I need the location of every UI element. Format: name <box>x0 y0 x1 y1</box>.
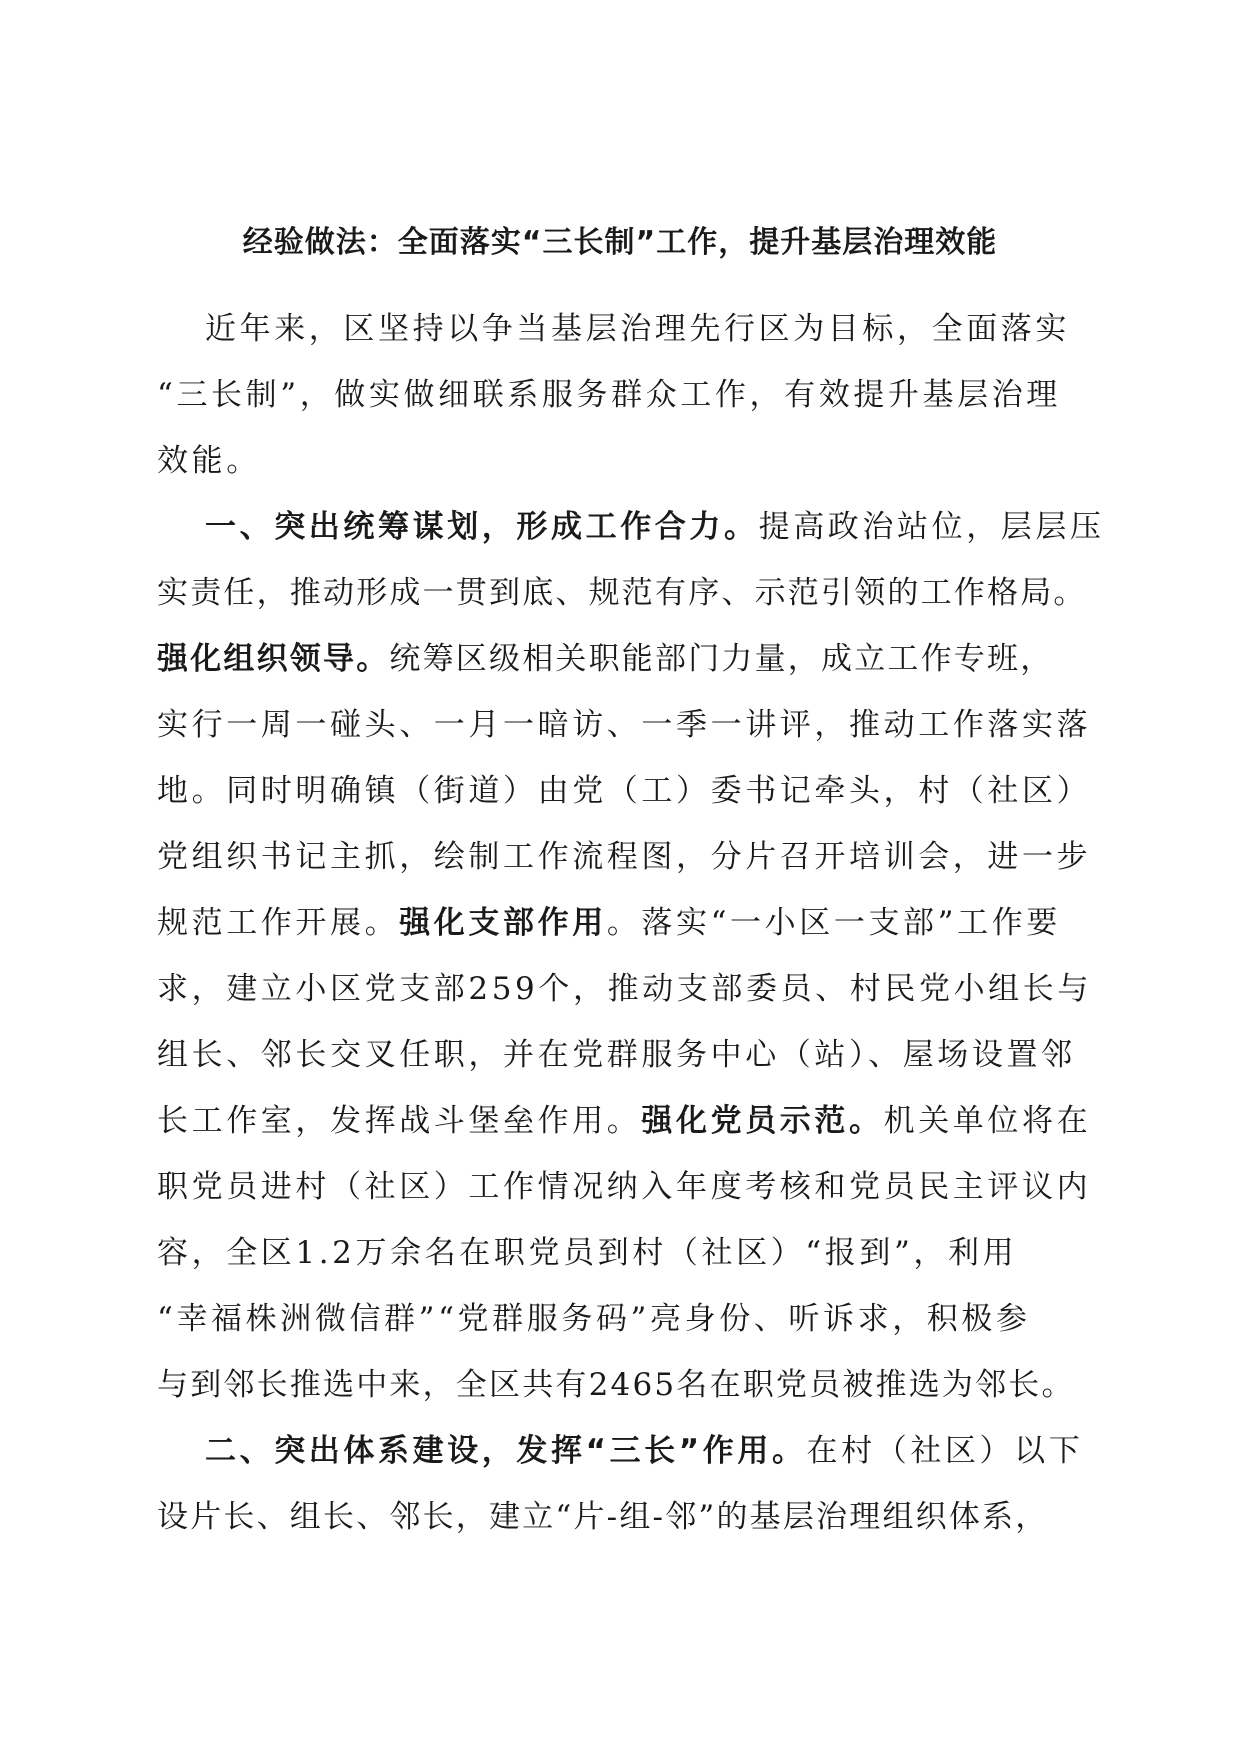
paragraph-line <box>157 956 1097 1022</box>
paragraph-line <box>157 362 1097 428</box>
paragraph-line <box>157 1352 1097 1418</box>
text-run: 长工作室，发挥战斗堡垒作用。 <box>157 1103 642 1139</box>
paragraph-line <box>157 890 1097 956</box>
subheading-branch: 强化支部作用 <box>399 905 607 941</box>
text-run: 提高政治站位，层层压 <box>758 509 1105 545</box>
paragraph-line <box>157 1418 1097 1484</box>
text-run: “幸福株洲微信群”“党群服务码”亮身份、听诉求，积极参 <box>157 1301 1031 1337</box>
paragraph-line <box>157 428 1097 494</box>
text-run: 组长、邻长交叉任职，并在党群服务中心（站）、屋场设置邻 <box>157 1037 1076 1073</box>
section-heading-two: 二、突出体系建设，发挥“三长”作用。 <box>205 1433 807 1469</box>
section-heading-one: 一、突出统筹谋划，形成工作合力。 <box>205 509 759 545</box>
text-run: 实行一周一碰头、一月一暗访、一季一讲评，推动工作落实落 <box>157 707 1092 743</box>
text-run: 容，全区1.2万余名在职党员到村（社区）“报到”，利用 <box>157 1235 1018 1271</box>
text-run: 党组织书记主抓，绘制工作流程图，分片召开培训会，进一步 <box>157 839 1092 875</box>
text-run: 规范工作开展。 <box>157 905 400 941</box>
paragraph-line <box>157 560 1097 626</box>
text-run: 与到邻长推选中来，全区共有2465名在职党员被推选为邻长。 <box>157 1367 1075 1403</box>
text-run: 在村（社区）以下 <box>806 1433 1084 1469</box>
paragraph-line <box>157 1220 1097 1286</box>
paragraph-line <box>157 626 1097 692</box>
paragraph-line <box>157 1484 1097 1550</box>
text-run: 近年来，区坚持以争当基层治理先行区为目标，全面落实 <box>205 311 1070 347</box>
subheading-organization: 强化组织领导。 <box>157 641 390 677</box>
text-run: 实责任，推动形成一贯到底、规范有序、示范引领的工作格局。 <box>157 575 1087 611</box>
document-body <box>157 296 1105 1550</box>
paragraph-line <box>157 494 1105 560</box>
text-run: 设片长、组长、邻长，建立“片-组-邻”的基层治理组织体系， <box>157 1499 1049 1535</box>
text-run: 求，建立小区党支部259个，推动支部委员、村民党小组长与 <box>157 971 1092 1007</box>
paragraph-line <box>157 1022 1097 1088</box>
paragraph-line <box>157 1286 1097 1352</box>
paragraph-line <box>157 1154 1097 1220</box>
text-run: 。落实“一小区一支部”工作要 <box>606 905 1061 941</box>
paragraph-line <box>157 296 1097 362</box>
text-run: 机关单位将在 <box>883 1103 1092 1139</box>
paragraph-line <box>157 824 1097 890</box>
paragraph-line <box>157 758 1097 824</box>
paragraph-line <box>157 1088 1097 1154</box>
text-run: “三长制”，做实做细联系服务群众工作，有效提升基层治理 <box>157 377 1061 413</box>
text-run: 职党员进村（社区）工作情况纳入年度考核和党员民主评议内 <box>157 1169 1092 1205</box>
text-run: 效能。 <box>157 443 261 479</box>
text-run: 地。同时明确镇（街道）由党（工）委书记牵头，村（社区） <box>157 773 1092 809</box>
document-title: 经验做法：全面落实“三长制”工作，提升基层治理效能 <box>242 225 998 260</box>
paragraph-line <box>157 692 1097 758</box>
text-run: 统筹区级相关职能部门力量，成立工作专班， <box>389 641 1054 677</box>
subheading-party-member: 强化党员示范。 <box>641 1103 884 1139</box>
